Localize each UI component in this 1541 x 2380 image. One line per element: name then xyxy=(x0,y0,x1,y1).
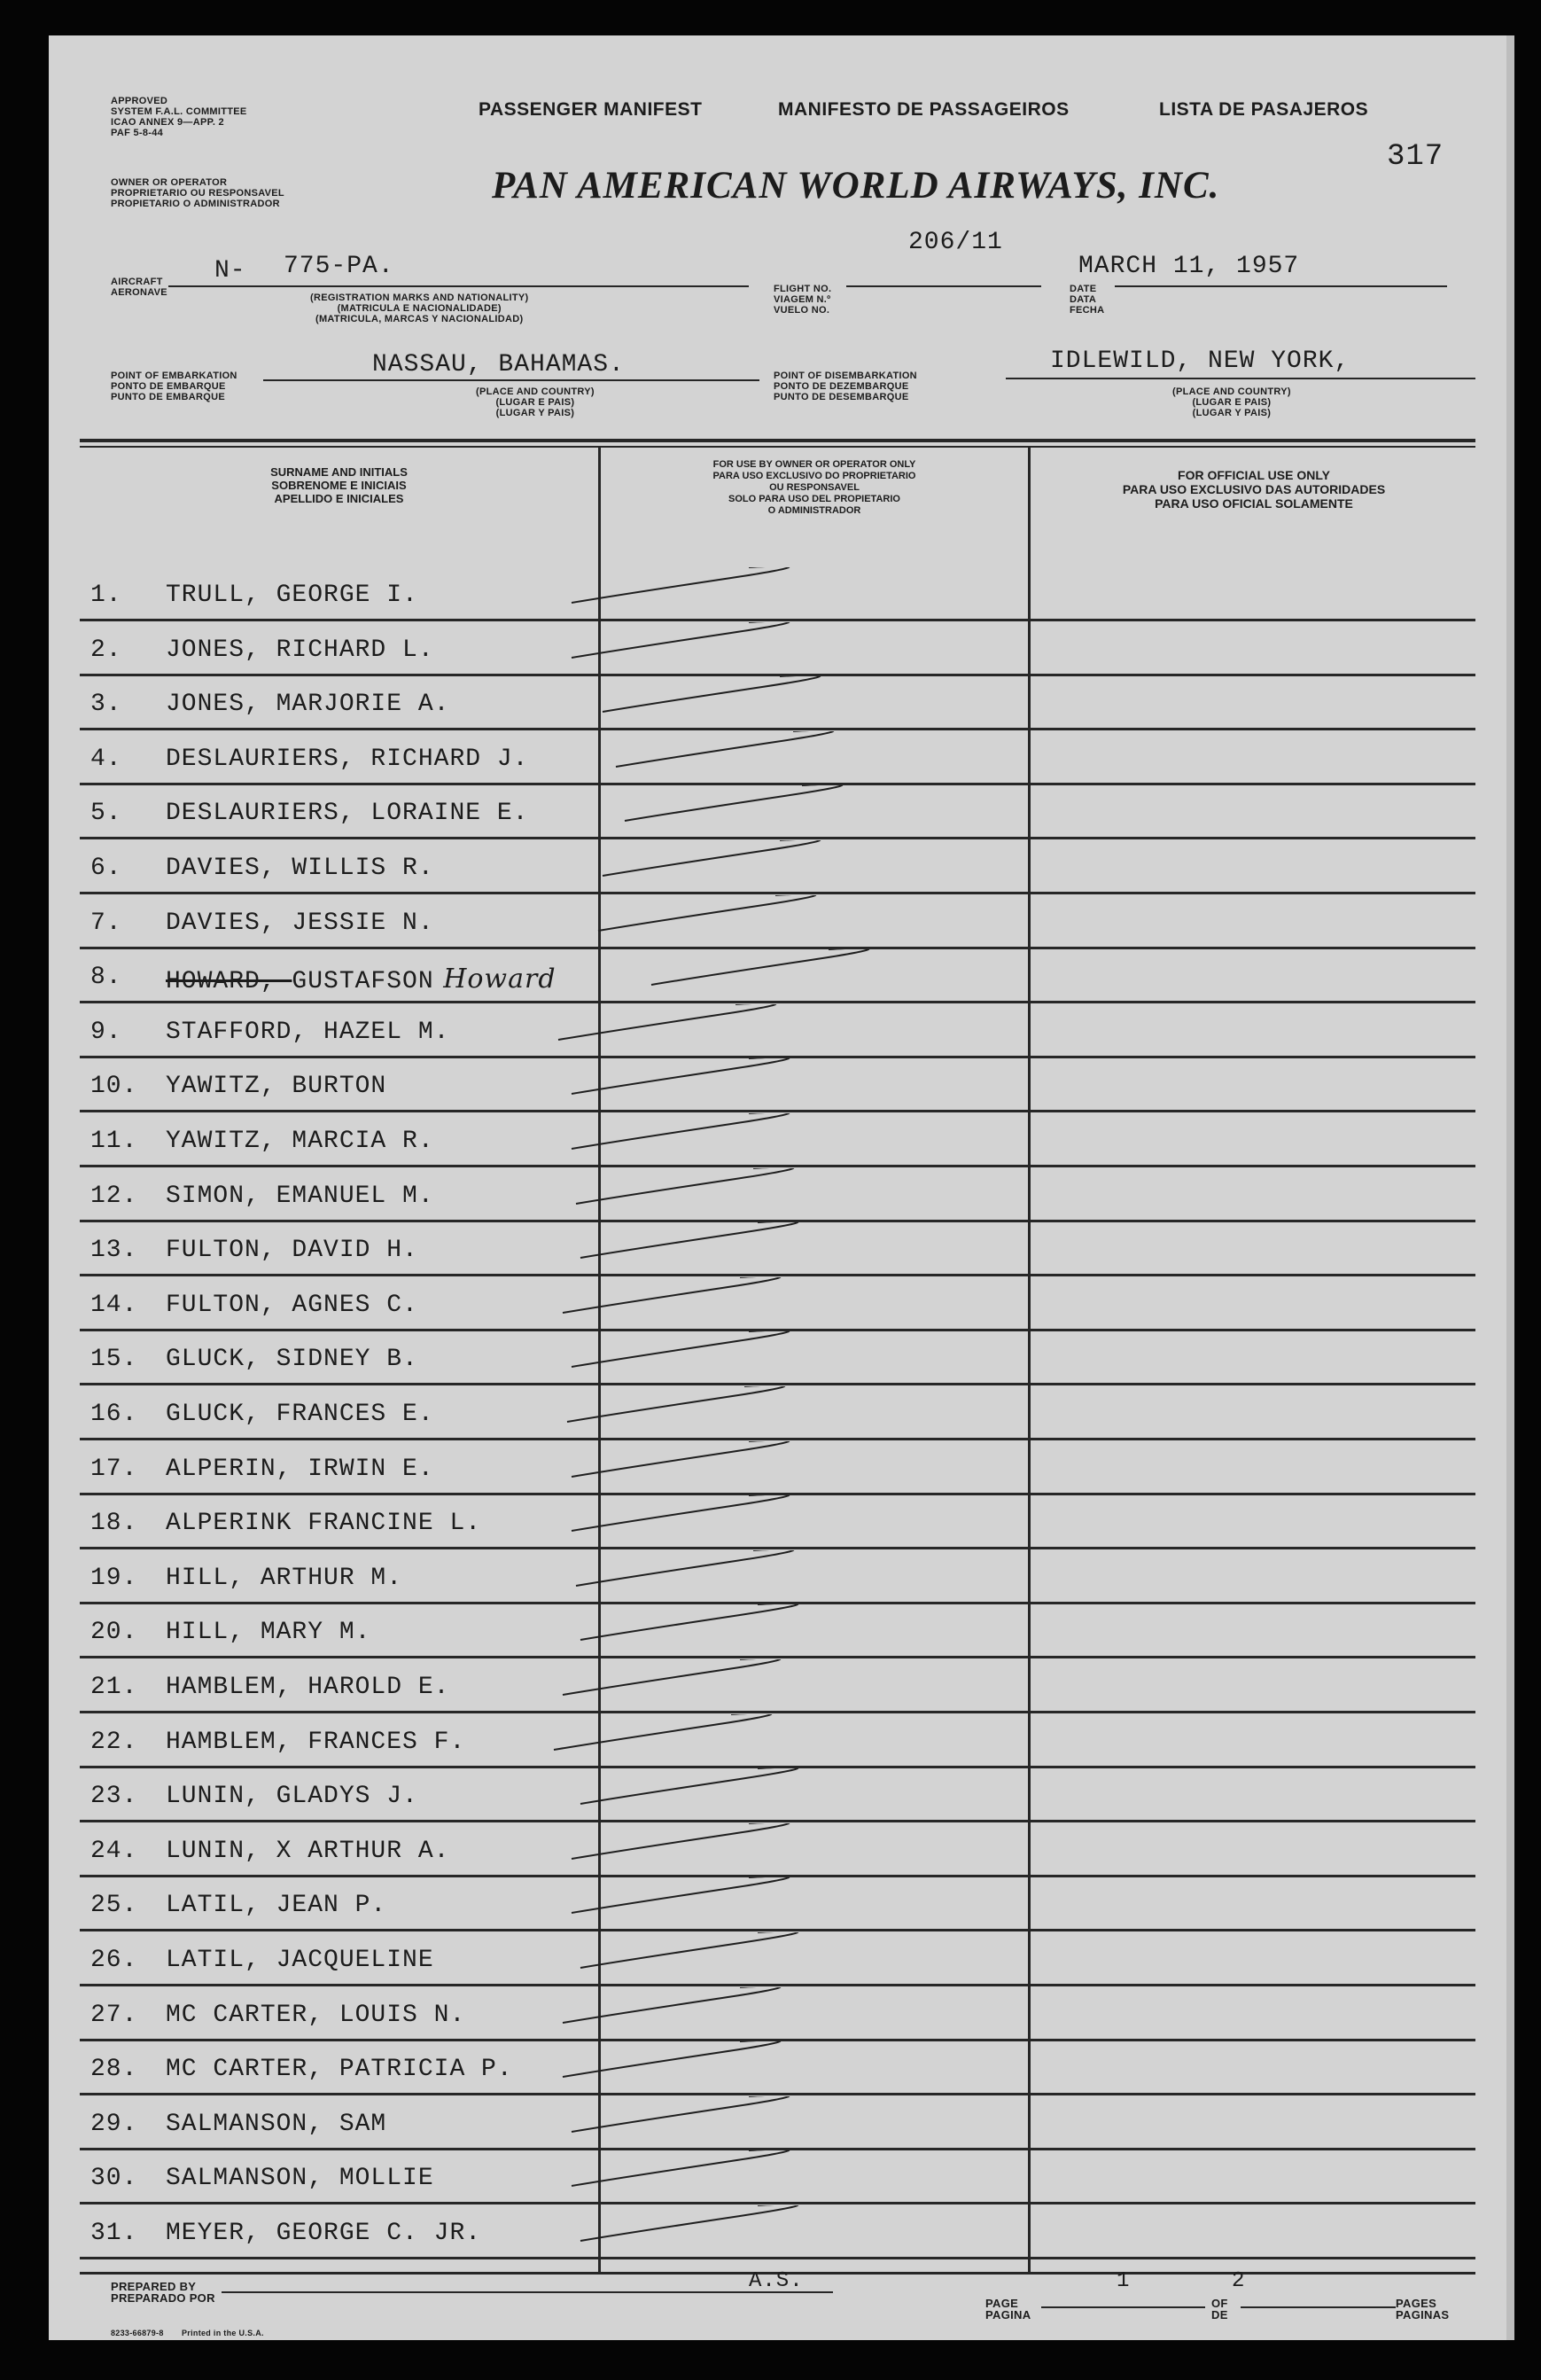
title-en: PASSENGER MANIFEST xyxy=(479,99,703,120)
check-mark-stroke xyxy=(49,840,1506,895)
aircraft-sublabel-en: (REGISTRATION MARKS AND NATIONALITY) xyxy=(310,293,529,303)
flight-label-es: VUELO NO. xyxy=(774,305,830,316)
passenger-row xyxy=(49,895,1506,950)
date-label-en: DATE xyxy=(1070,284,1097,294)
passenger-name: DAVIES, WILLIS R. xyxy=(166,854,434,882)
corrected-surname: GUSTAFSON xyxy=(292,968,434,996)
passenger-row xyxy=(49,1441,1506,1496)
aircraft-prefix: N- xyxy=(214,257,246,285)
disembarkation-sublabel-en: (PLACE AND COUNTRY) xyxy=(1172,386,1291,397)
disembarkation-value: IDLEWILD, NEW YORK, xyxy=(1050,347,1350,375)
embarkation-label-es: PUNTO DE EMBARQUE xyxy=(111,392,225,402)
check-mark-stroke xyxy=(49,2096,1506,2151)
passenger-number: 15. xyxy=(90,1346,138,1374)
check-mark-stroke xyxy=(49,676,1506,731)
passenger-number: 20. xyxy=(90,1619,138,1647)
check-mark-stroke xyxy=(49,1331,1506,1386)
passenger-number: 11. xyxy=(90,1128,138,1155)
aircraft-sublabel-pt: (MATRICULA E NACIONALIDADE) xyxy=(337,303,502,314)
passenger-number: 14. xyxy=(90,1291,138,1319)
approval-line: SYSTEM F.A.L. COMMITTEE xyxy=(111,106,247,117)
embarkation-value: NASSAU, BAHAMAS. xyxy=(372,351,625,378)
pages-label xyxy=(1396,2298,1449,2321)
passenger-number: 3. xyxy=(90,691,122,719)
date-label-es: FECHA xyxy=(1070,305,1105,316)
page-edge xyxy=(1506,35,1514,2340)
passenger-name: YAWITZ, BURTON xyxy=(166,1073,387,1101)
printed-in-usa: Printed in the U.S.A. xyxy=(182,2329,264,2337)
aircraft-label-pt: AERONAVE xyxy=(111,287,167,298)
page-stamp-number: 317 xyxy=(1387,140,1444,174)
passenger-list xyxy=(49,35,1506,2340)
passenger-row xyxy=(49,1004,1506,1059)
manifest-page xyxy=(49,35,1506,2340)
check-mark-stroke xyxy=(49,2150,1506,2205)
passenger-number: 12. xyxy=(90,1182,138,1210)
passenger-name: GLUCK, FRANCES E. xyxy=(166,1401,434,1428)
passenger-name: HAMBLEM, HAROLD E. xyxy=(166,1674,450,1701)
prepared-by-en: PREPARED BY xyxy=(111,2280,197,2293)
passenger-row xyxy=(49,676,1506,731)
flight-label-pt: VIAGEM N.º xyxy=(774,294,831,305)
passenger-name: FULTON, AGNES C. xyxy=(166,1291,418,1319)
check-mark-stroke xyxy=(49,1714,1506,1769)
check-mark-stroke xyxy=(49,622,1506,677)
page-label xyxy=(985,2298,1031,2321)
title-pt: MANIFESTO DE PASSAGEIROS xyxy=(778,99,1070,120)
passenger-row xyxy=(49,840,1506,895)
passenger-number: 16. xyxy=(90,1401,138,1428)
check-mark-stroke xyxy=(49,567,1506,622)
passenger-row xyxy=(49,1495,1506,1550)
column-header-surname-en: SURNAME AND INITIALS xyxy=(270,465,408,479)
check-mark-stroke xyxy=(49,1277,1506,1332)
total-pages-value: 2 xyxy=(1232,2269,1246,2293)
check-mark-stroke xyxy=(49,1495,1506,1550)
passenger-row xyxy=(49,731,1506,786)
passenger-number: 24. xyxy=(90,1837,138,1865)
passenger-name: FULTON, DAVID H. xyxy=(166,1237,418,1265)
passenger-row xyxy=(49,1604,1506,1659)
passenger-row xyxy=(49,2096,1506,2151)
approval-line: APPROVED xyxy=(111,96,168,106)
check-mark-stroke xyxy=(49,1987,1506,2042)
date-label-pt: DATA xyxy=(1070,294,1097,305)
passenger-name: STAFFORD, HAZEL M. xyxy=(166,1018,450,1046)
passenger-name: SALMANSON, MOLLIE xyxy=(166,2165,434,2193)
check-mark-stroke xyxy=(49,1386,1506,1441)
passenger-row xyxy=(49,1987,1506,2042)
check-mark-stroke xyxy=(49,1823,1506,1878)
passenger-name: MC CARTER, PATRICIA P. xyxy=(166,2056,513,2084)
aircraft-sublabel-es: (MATRICULA, MARCAS Y NACIONALIDAD) xyxy=(315,314,524,324)
passenger-name: SIMON, EMANUEL M. xyxy=(166,1182,434,1210)
check-mark-stroke xyxy=(49,949,1506,1004)
check-mark-stroke xyxy=(49,1168,1506,1223)
passenger-row xyxy=(49,1768,1506,1823)
check-mark-stroke xyxy=(49,1604,1506,1659)
passenger-name: MEYER, GEORGE C. JR. xyxy=(166,2220,482,2247)
official-use-pt: PARA USO EXCLUSIVO DAS AUTORIDADES xyxy=(1122,482,1386,496)
passenger-name: LATIL, JACQUELINE xyxy=(166,1947,434,1974)
title-es: LISTA DE PASAJEROS xyxy=(1159,99,1369,120)
passenger-number: 22. xyxy=(90,1728,138,1756)
column-header-surname-es: APELLIDO E INICIALES xyxy=(274,492,404,505)
passenger-row xyxy=(49,949,1506,1004)
passenger-number: 25. xyxy=(90,1892,138,1920)
pages-label-es: PAGINAS xyxy=(1396,2308,1450,2321)
passenger-name: ALPERINK FRANCINE L. xyxy=(166,1510,482,1538)
passenger-row xyxy=(49,1222,1506,1277)
passenger-name: JONES, MARJORIE A. xyxy=(166,691,450,719)
approval-line: PAF 5-8-44 xyxy=(111,128,164,138)
flight-date: MARCH 11, 1957 xyxy=(1078,253,1300,280)
passenger-number: 1. xyxy=(90,581,122,609)
check-mark-stroke xyxy=(49,1113,1506,1168)
passenger-row xyxy=(49,1659,1506,1714)
passenger-name: DESLAURIERS, RICHARD J. xyxy=(166,745,529,773)
embarkation-sublabel-en: (PLACE AND COUNTRY) xyxy=(476,386,595,397)
approval-line: ICAO ANNEX 9—APP. 2 xyxy=(111,117,224,128)
embarkation-label-en: POINT OF EMBARKATION xyxy=(111,371,237,381)
passenger-number: 23. xyxy=(90,1783,138,1811)
passenger-number: 30. xyxy=(90,2165,138,2193)
passenger-name: MC CARTER, LOUIS N. xyxy=(166,2001,466,2029)
of-label-es: DE xyxy=(1211,2308,1228,2321)
operator-name: PAN AMERICAN WORLD AIRWAYS, INC. xyxy=(492,165,1220,207)
disembarkation-sublabel-pt: (LUGAR E PAIS) xyxy=(1192,397,1272,408)
owner-use-line: OU RESPONSAVEL xyxy=(769,482,860,493)
of-label-en: OF xyxy=(1211,2297,1228,2310)
passenger-name: HILL, MARY M. xyxy=(166,1619,371,1647)
check-mark-stroke xyxy=(49,2041,1506,2096)
of-label xyxy=(1211,2298,1228,2321)
passenger-number: 17. xyxy=(90,1455,138,1483)
disembarkation-sublabel-es: (LUGAR Y PAIS) xyxy=(1192,408,1272,418)
passenger-number: 2. xyxy=(90,636,122,664)
pages-label-en: PAGES xyxy=(1396,2297,1437,2310)
passenger-number: 7. xyxy=(90,909,122,937)
check-mark-stroke xyxy=(49,1058,1506,1113)
passenger-row xyxy=(49,1877,1506,1932)
check-mark-stroke xyxy=(49,1768,1506,1823)
passenger-row xyxy=(49,1386,1506,1441)
flight-number: 206/11 xyxy=(908,229,1003,256)
passenger-name: TRULL, GEORGE I. xyxy=(166,581,418,609)
handwritten-annotation: Howard xyxy=(433,964,556,995)
page-number-value: 1 xyxy=(1117,2269,1131,2293)
prepared-by-label xyxy=(111,2281,215,2304)
struck-surname: HOWARD, xyxy=(166,968,292,996)
check-mark-stroke xyxy=(49,1222,1506,1277)
passenger-number: 9. xyxy=(90,1018,122,1046)
passenger-row xyxy=(49,1058,1506,1113)
check-mark-stroke xyxy=(49,1932,1506,1987)
passenger-number: 13. xyxy=(90,1237,138,1265)
passenger-number: 21. xyxy=(90,1674,138,1701)
embarkation-sublabel-pt: (LUGAR E PAIS) xyxy=(495,397,575,408)
official-use-en: FOR OFFICIAL USE ONLY xyxy=(1178,468,1330,482)
check-mark-stroke xyxy=(49,1659,1506,1714)
owner-label-en: OWNER OR OPERATOR xyxy=(111,177,228,188)
check-mark-stroke xyxy=(49,1441,1506,1496)
passenger-number: 27. xyxy=(90,2001,138,2029)
passenger-row xyxy=(49,2150,1506,2205)
passenger-number: 4. xyxy=(90,745,122,773)
passenger-name: LUNIN, X ARTHUR A. xyxy=(166,1837,450,1865)
passenger-number: 26. xyxy=(90,1947,138,1974)
owner-label-es: PROPIETARIO O ADMINISTRADOR xyxy=(111,199,280,209)
passenger-name: ALPERIN, IRWIN E. xyxy=(166,1455,434,1483)
page-label-en: PAGE xyxy=(985,2297,1019,2310)
form-number: 8233-66879-8 xyxy=(111,2329,164,2337)
check-mark-stroke xyxy=(49,1550,1506,1605)
passenger-row xyxy=(49,785,1506,840)
passenger-row xyxy=(49,1277,1506,1332)
passenger-number: 31. xyxy=(90,2220,138,2247)
passenger-number: 19. xyxy=(90,1564,138,1592)
passenger-row xyxy=(49,1168,1506,1223)
disembarkation-label-es: PUNTO DE DESEMBARQUE xyxy=(774,392,909,402)
passenger-name: SALMANSON, SAM xyxy=(166,2110,387,2138)
disembarkation-label-en: POINT OF DISEMBARKATION xyxy=(774,371,917,381)
passenger-name: HILL, ARTHUR M. xyxy=(166,1564,403,1592)
owner-use-line: FOR USE BY OWNER OR OPERATOR ONLY xyxy=(712,459,916,470)
passenger-number: 6. xyxy=(90,854,122,882)
flight-label-en: FLIGHT NO. xyxy=(774,284,832,294)
passenger-name: JONES, RICHARD L. xyxy=(166,636,434,664)
disembarkation-label-pt: PONTO DE DEZEMBARQUE xyxy=(774,381,909,392)
passenger-row xyxy=(49,1331,1506,1386)
passenger-name: DAVIES, JESSIE N. xyxy=(166,909,434,937)
passenger-name: LUNIN, GLADYS J. xyxy=(166,1783,418,1811)
owner-use-line: O ADMINISTRADOR xyxy=(767,505,861,516)
check-mark-stroke xyxy=(49,1004,1506,1059)
check-mark-stroke xyxy=(49,895,1506,950)
check-mark-stroke xyxy=(49,2205,1506,2260)
passenger-number: 5. xyxy=(90,800,122,828)
page-label-es: PAGINA xyxy=(985,2308,1031,2321)
passenger-number: 28. xyxy=(90,2056,138,2084)
passenger-name: GLUCK, SIDNEY B. xyxy=(166,1346,418,1374)
passenger-row xyxy=(49,622,1506,677)
passenger-row xyxy=(49,1932,1506,1987)
prepared-by-es: PREPARADO POR xyxy=(111,2291,215,2305)
prepared-by-value: A.S. xyxy=(749,2269,804,2293)
passenger-name: YAWITZ, MARCIA R. xyxy=(166,1128,434,1155)
owner-label-pt: PROPRIETARIO OU RESPONSAVEL xyxy=(111,188,284,199)
passenger-row xyxy=(49,1714,1506,1769)
check-mark-stroke xyxy=(49,731,1506,786)
passenger-name: DESLAURIERS, LORAINE E. xyxy=(166,800,529,828)
passenger-row xyxy=(49,1113,1506,1168)
passenger-row xyxy=(49,1550,1506,1605)
embarkation-label-pt: PONTO DE EMBARQUE xyxy=(111,381,226,392)
passenger-row xyxy=(49,2205,1506,2260)
passenger-row xyxy=(49,2041,1506,2096)
passenger-number: 29. xyxy=(90,2110,138,2138)
aircraft-label-en: AIRCRAFT xyxy=(111,277,163,287)
aircraft-registration: 775-PA. xyxy=(284,253,394,280)
owner-use-line: PARA USO EXCLUSIVO DO PROPRIETARIO xyxy=(712,471,916,481)
passenger-number: 10. xyxy=(90,1073,138,1101)
passenger-name: HAMBLEM, FRANCES F. xyxy=(166,1728,466,1756)
official-use-es: PARA USO OFICIAL SOLAMENTE xyxy=(1155,496,1353,511)
passenger-row xyxy=(49,567,1506,622)
passenger-number: 18. xyxy=(90,1510,138,1538)
column-header-surname-pt: SOBRENOME E INICIAIS xyxy=(271,479,407,492)
owner-use-line: SOLO PARA USO DEL PROPIETARIO xyxy=(728,494,900,504)
passenger-number: 8. xyxy=(90,964,122,992)
embarkation-sublabel-es: (LUGAR Y PAIS) xyxy=(495,408,575,418)
check-mark-stroke xyxy=(49,785,1506,840)
check-mark-stroke xyxy=(49,1877,1506,1932)
passenger-name: LATIL, JEAN P. xyxy=(166,1892,387,1920)
passenger-row xyxy=(49,1823,1506,1878)
